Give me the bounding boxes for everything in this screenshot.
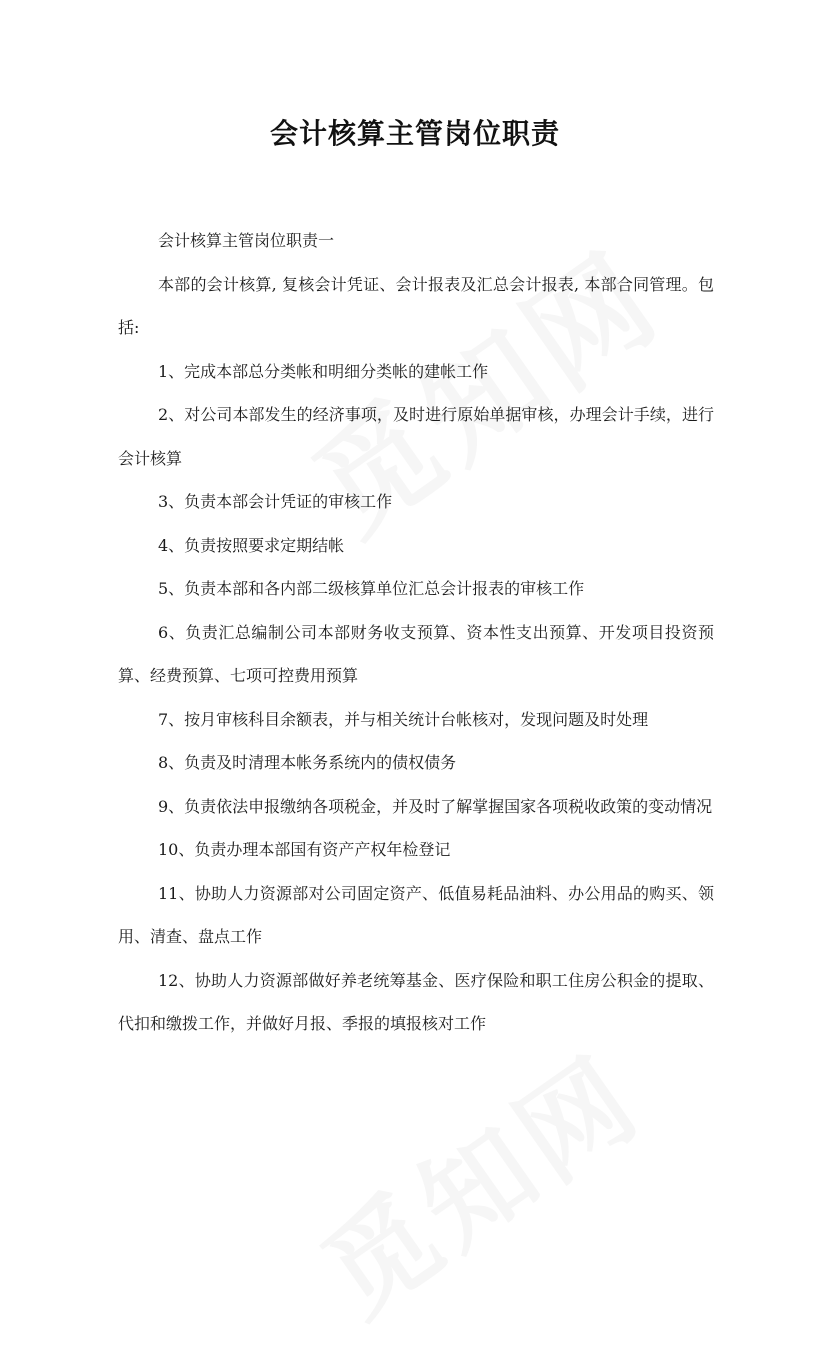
duty-item-9: 9、负责依法申报缴纳各项税金，并及时了解掌握国家各项税收政策的变动情况 — [158, 796, 713, 816]
duty-item-5: 5、负责本部和各内部二级核算单位汇总会计报表的审核工作 — [158, 579, 585, 598]
duty-item-11: 11、协助人力资源部对公司固定资产、低值易耗品油料、办公用品的购买、领用、清查、盘点工作 — [118, 883, 714, 946]
intro-paragraph: 本部的会计核算, 复核会计凭证、会计报表及汇总会计报表, 本部合同管理。包括: — [118, 274, 714, 337]
duty-item-10: 10、负责办理本部国有资产产权年检登记 — [158, 840, 451, 859]
duty-item-2: 2、对公司本部发生的经济事项，及时进行原始单据审核，办理会计手续，进行会计核算 — [118, 405, 714, 468]
watermark — [287, 1013, 668, 1345]
duty-item-12: 12、协助人力资源部做好养老统筹基金、医疗保险和职工住房公积金的提取、代扣和缴拨工作，并做好月报、季报的填报核对工作 — [118, 970, 714, 1033]
duty-item-1: 1、完成本部总分类帐和明细分类帐的建帐工作 — [158, 361, 489, 381]
document-body — [118, 219, 714, 1046]
duty-item-8: 8、负责及时清理本帐务系统内的债权债务 — [158, 753, 457, 772]
duty-item-4: 4、负责按照要求定期结帐 — [158, 535, 345, 555]
document-title: 会计核算主管岗位职责 — [269, 117, 560, 150]
duty-item-6: 6、负责汇总编制公司本部财务收支预算、资本性支出预算、开发项目投资预算、经费预算、七项可控费用预算 — [118, 622, 714, 685]
duty-item-7: 7、按月审核科目余额表，并与相关统计台帐核对，发现问题及时处理 — [158, 709, 649, 729]
section-heading: 会计核算主管岗位职责一 — [158, 231, 335, 250]
duty-item-3: 3、负责本部会计凭证的审核工作 — [158, 492, 393, 511]
